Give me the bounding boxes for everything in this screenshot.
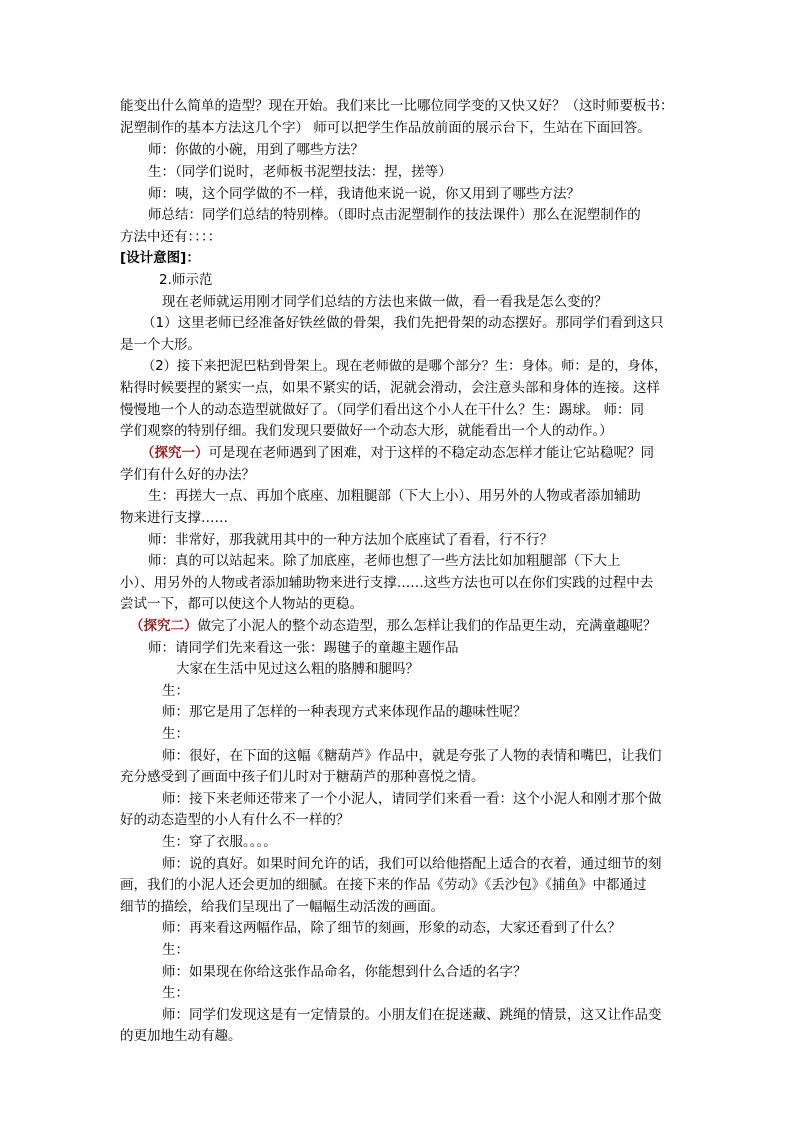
text-line: 师：非常好，那我就用其中的一种方法加个底座试了看看，行不行？ [148, 532, 553, 548]
text-line: 粘得时候要捏的紧实一点，如果不紧实的话，泥就会滑动，会注意头部和身体的连接。这样 [120, 380, 660, 396]
text-line [141, 443, 654, 464]
text-line: 慢慢地一个人的动态造型就做好了。（同学们看出这个小人在干什么？生：踢球。 师：同 [120, 402, 645, 418]
text-line: 能变出什么简单的造型？现在开始。我们来比一比哪位同学变的又快又好？（这时师要板书： [120, 98, 674, 114]
text-line-body: 可是现在老师遇到了困难，对于这样的不稳定动态怎样才能让它站稳呢？同 [208, 445, 654, 461]
text-line: 物来进行支撑…… [120, 510, 228, 526]
text-line: 师：那它是用了怎样的一种表现方式来体现作品的趣味性呢？ [162, 704, 527, 720]
design-intent-heading: [设计意图]： [120, 250, 200, 266]
text-line: 大家在生活中见过这么粗的胳膊和腿吗？ [176, 661, 419, 677]
text-line: 师：如果现在你给这张作品命名，你能想到什么合适的名字？ [162, 964, 527, 980]
text-line: 方法中还有：：：： [120, 229, 222, 245]
text-line: 生： [162, 726, 189, 742]
inquiry-label: （探究一） [141, 445, 209, 461]
text-line: 师：请同学们先来看这一张：踢毽子的童趣主题作品 [148, 640, 459, 656]
text-line: 的更加地生动有趣。 [120, 1028, 242, 1044]
text-line: 生： [162, 683, 189, 699]
text-line: 尝试一下，都可以使这个人物站的更稳。 [120, 596, 363, 612]
text-line: 生：（同学们说时，老师板书泥塑技法：捏，搓等） [148, 164, 452, 180]
text-line: 师总结：同学们总结的特别棒。（即时点击泥塑制作的技法课件）那么在泥塑制作的 [148, 207, 641, 223]
text-line: 小）、用另外的人物或者添加辅助物来进行支撑……这些方法也可以在你们实践的过程中去 [120, 575, 654, 591]
text-line: 学们观察的特别仔细。我们发现只要做好一个动态大形，就能看出一个人的动作。） [120, 423, 613, 439]
text-line: 师：同学们发现这是有一定情景的。小朋友们在捉迷藏、跳绳的情景，这又让作品变 [162, 1007, 662, 1023]
text-line: 画，我们的小泥人还会更加的细腻。在接下来的作品《劳动》《丢沙包》《捕鱼》中都通过 [120, 877, 647, 893]
text-line: 学们有什么好的办法？ [120, 467, 255, 483]
text-line: 师：再来看这两幅作品，除了细节的刻画，形象的动态，大家还看到了什么？ [162, 920, 621, 936]
text-line: 师：接下来老师还带来了一个小泥人，请同学们来看一看：这个小泥人和刚才那个做 [162, 791, 662, 807]
text-line: 生：穿了衣服。。。。 [162, 834, 277, 850]
text-line: 泥塑制作的基本方法这几个字） 师可以把学生作品放前面的展示台下，生站在下面回答。 [120, 120, 651, 136]
text-line: 好的动态造型的小人有什么不一样的？ [120, 812, 350, 828]
text-line: （1）这里老师已经准备好铁丝做的骨架，我们先把骨架的动态摆好。那同学们看到这只 [142, 315, 664, 331]
inquiry-label: （探究二） [130, 618, 198, 634]
text-line: 充分感受到了画面中孩子们儿时对于糖葫芦的那种喜悦之情。 [120, 769, 485, 785]
text-line-body: 做完了小泥人的整个动态造型，那么怎样让我们的作品更生动，充满童趣呢？ [197, 618, 657, 634]
text-line: 生： [162, 942, 189, 958]
text-line: 细节的描绘，给我们呈现出了一幅幅生动活泼的画面。 [120, 899, 444, 915]
text-line: 师：真的可以站起来。除了加底座，老师也想了一些方法比如加粗腿部（下大上 [148, 553, 621, 569]
text-line [130, 616, 657, 637]
text-line: 生：再搓大一点、再加个底座、加粗腿部（下大上小）、用另外的人物或者添加辅助 [148, 488, 641, 504]
text-line: 现在老师就运用刚才同学们总结的方法也来做一做，看一看我是怎么变的？ [162, 294, 608, 310]
text-line: 是一个大形。 [120, 337, 201, 353]
text-line: 师：你做的小碗，用到了哪些方法？ [148, 142, 364, 158]
text-line: 师：说的真好。如果时间允许的话，我们可以给他搭配上适合的衣着，通过细节的刻 [162, 856, 662, 872]
text-line: 师：很好，在下面的这幅《糖葫芦》作品中，就是夸张了人物的表情和嘴巴，让我们 [162, 748, 662, 764]
text-line: （2）接下来把泥巴粘到骨架上。现在老师做的是哪个部分？生：身体。师：是的，身体， [142, 359, 668, 374]
section-heading: 2.师示范 [159, 272, 213, 288]
text-line: 师：咦，这个同学做的不一样，我请他来说一说，你又用到了哪些方法？ [148, 186, 580, 202]
text-line: 生： [162, 985, 189, 1001]
